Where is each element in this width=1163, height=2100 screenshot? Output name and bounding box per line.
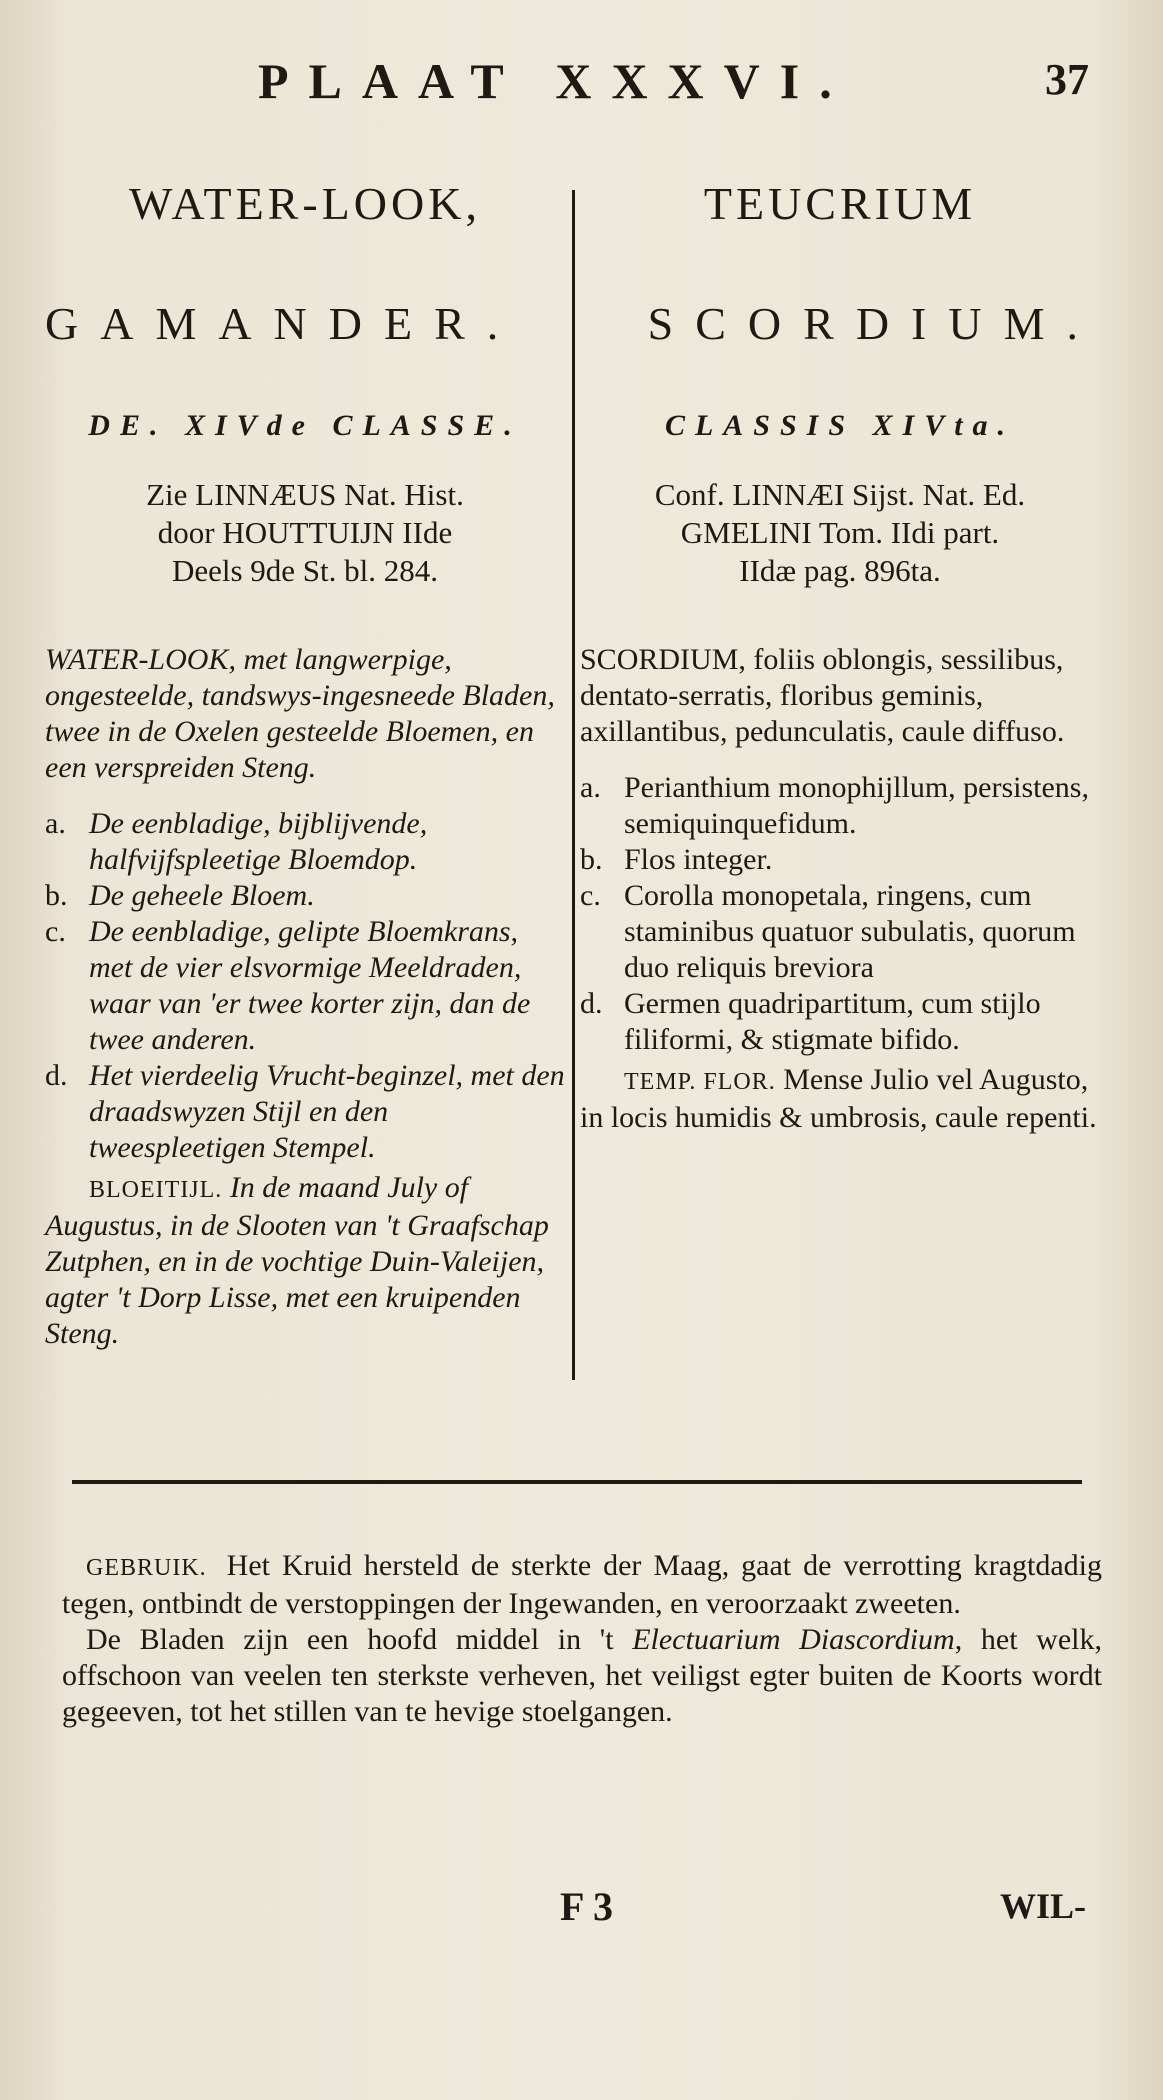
latin-name-line2: SCORDIUM. [647,298,1100,349]
item-letter: c. [45,915,66,948]
flowering-text: In de maand July of Augustus, in de Slooten van 't Graafschap Zutphen, en in de vochtige Duin-Valeijen, agter 't Dorp Lisse, met een kruipenden Steng. [45,1171,549,1350]
latin-parts-list [580,770,1100,1058]
latin-class: CLASSIS XIVta. [664,409,1016,442]
flowering-label: TEMP. FLOR. [624,1069,776,1095]
latin-reference [580,476,1100,590]
page-number: 37 [1045,55,1089,104]
item-letter: a. [580,771,601,804]
item-text: Flos integer. [624,843,773,876]
usage-text: Het Kruid hersteld de sterkte der Maag, gaat de verrotting kragtdadig tegen, ontbindt de verstoppingen der Ingewanden, en veroorzaakt zweeten. [62,1549,1102,1620]
list-item [580,770,1100,842]
dutch-name-line1: WATER-LOOK, [129,178,481,229]
usage-text: De Bladen zijn een hoofd middel in 't [86,1623,614,1656]
item-letter: b. [580,843,603,876]
latin-description: SCORDIUM, foliis oblongis, sessilibus, dentato-serratis, floribus geminis, axillantibus, pedunculatis, caule diffuso. [580,643,1065,748]
item-letter: c. [580,879,601,912]
item-text: Corolla monopetala, ringens, cum staminibus quatuor subulatis, quorum duo reliquis breviora [624,879,1076,984]
latin-reference-line: IIdæ pag. 896ta. [739,553,941,588]
latin-reference-line: GMELINI Tom. IIdi part. [680,515,1000,550]
list-item [45,1058,565,1166]
flowering-text: Mense Julio vel Augusto, in locis humidis & umbrosis, caule repenti. [580,1063,1097,1134]
latin-column [580,160,1100,1136]
latin-flowering-time [580,1062,1100,1136]
list-item [45,806,565,878]
dutch-column [45,160,565,1352]
dutch-reference-line: Deels 9de St. bl. 284. [171,553,439,588]
signature-mark: F 3 [560,1884,613,1929]
dutch-reference [45,476,565,590]
list-item [580,878,1100,986]
usage-emphasis: Electuarium Diascordium [632,1623,955,1656]
catchword: WIL- [1000,1886,1087,1926]
dutch-description: WATER-LOOK, met langwerpige, ongesteelde, tandswys-ingesneede Bladen, twee in de Oxelen gesteelde Bloemen, en een verspreiden Steng. [45,643,555,784]
column-divider [572,190,575,1380]
dutch-parts-list [45,806,565,1166]
list-item [580,986,1100,1058]
item-letter: d. [45,1059,68,1092]
item-letter: b. [45,879,68,912]
dutch-flowering-time [45,1170,565,1352]
dutch-reference-line: door HOUTTUIJN IIde [157,515,453,550]
section-rule [72,1480,1082,1484]
dutch-name-line2: GAMANDER. [45,298,521,349]
item-text: De geheele Bloem. [89,879,315,912]
list-item [580,842,1100,878]
list-item [45,914,565,1058]
item-text: Perianthium monophijllum, persistens, semiquinquefidum. [624,771,1089,840]
item-text: De eenbladige, gelipte Bloemkrans, met de vier elsvormige Meeldraden, waar van 'er twee korter zijn, dan de twee anderen. [89,915,531,1056]
dutch-reference-line: Zie LINNÆUS Nat. Hist. [146,477,464,512]
usage-paragraph [62,1622,1102,1730]
item-text: De eenbladige, bijblijvende, halfvijfspleetige Bloemdop. [89,807,428,876]
usage-paragraph [62,1548,1102,1622]
item-text: Het vierdeelig Vrucht-beginzel, met den draadswyzen Stijl en den tweespleetigen Stempel. [89,1059,565,1164]
plate-title: PLAAT XXXVI. [258,53,852,109]
usage-text: , het welk, offschoon van veelen ten sterkste verheven, het veiligst egter buiten de Koorts wordt gegeeven, tot het stillen van te hevige stoelgangen. [62,1623,1102,1728]
latin-reference-line: Conf. LINNÆI Sijst. Nat. Ed. [654,477,1026,512]
usage-section [62,1548,1102,1730]
latin-name-line1: TEUCRIUM [703,178,977,229]
list-item [45,878,565,914]
item-letter: a. [45,807,66,840]
flowering-label: BLOEITIJL. [89,1177,223,1203]
item-text: Germen quadripartitum, cum stijlo filiformi, & stigmate bifido. [624,987,1041,1056]
usage-label: GEBRUIK. [86,1555,207,1581]
item-letter: d. [580,987,603,1020]
dutch-class: DE. XIVde CLASSE. [88,409,522,442]
